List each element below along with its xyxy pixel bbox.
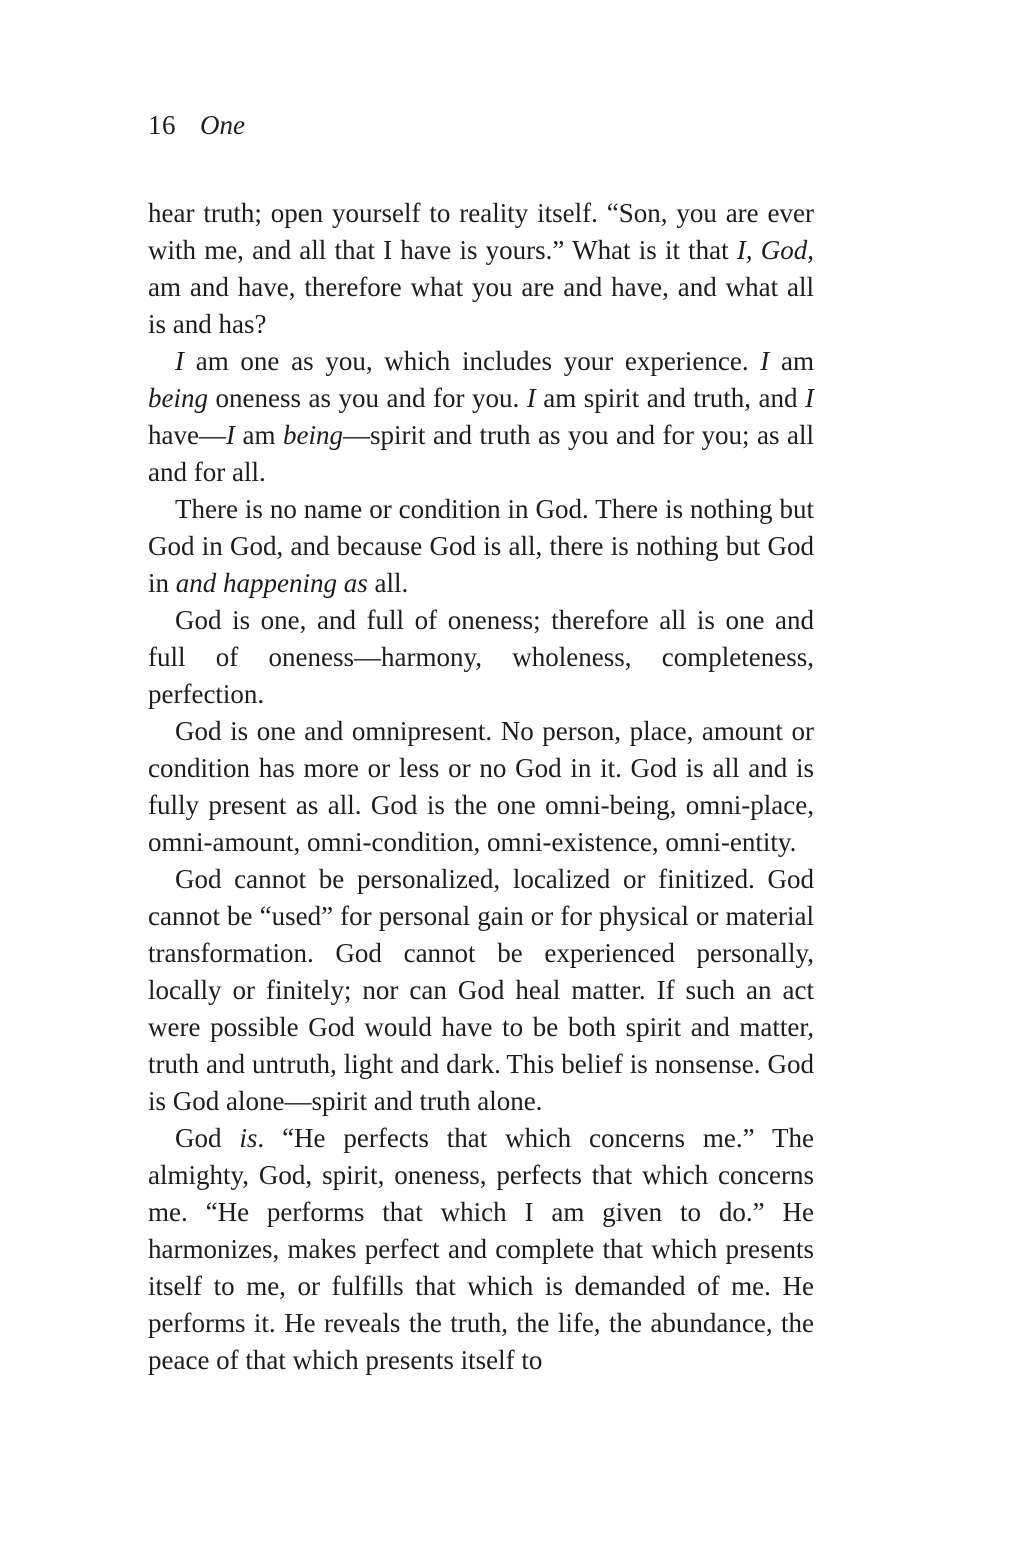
paragraph xyxy=(148,861,814,1120)
text-run: There is no name or condition in God. There is nothing but God in God, and because God is all, there is nothing but God in xyxy=(148,494,814,598)
italic-text-run: I, God, xyxy=(736,235,814,265)
text-run: all. xyxy=(367,568,409,598)
text-run: God xyxy=(175,1123,240,1153)
italic-text-run: and happening as xyxy=(175,568,368,598)
italic-text-run: I xyxy=(805,383,814,413)
italic-text-run: being xyxy=(148,383,208,413)
italic-text-run: I xyxy=(225,420,235,450)
text-run: am spirit and truth, and xyxy=(535,383,805,413)
text-run: have— xyxy=(148,420,226,450)
paragraph xyxy=(148,343,814,491)
text-run: God is one, and full of oneness; therefore all is one and full of oneness—harmony, wholeness, completeness, perfection. xyxy=(148,605,814,709)
paragraph xyxy=(148,713,814,861)
text-run: —spirit and truth as you and for you; as all and for all. xyxy=(148,420,814,487)
text-run: oneness as you and for you. xyxy=(208,383,527,413)
italic-text-run: I xyxy=(175,346,184,376)
text-run: am xyxy=(769,346,814,376)
italic-text-run: I xyxy=(760,346,770,376)
text-run: am and have, therefore what you are and have, and what all is and has? xyxy=(148,272,814,339)
paragraph xyxy=(148,195,814,343)
running-head xyxy=(148,110,814,140)
page-content xyxy=(148,110,814,1379)
text-run: am one as you, which includes your experience. xyxy=(184,346,761,376)
paragraph xyxy=(148,602,814,713)
text-run: am xyxy=(234,420,283,450)
paragraph xyxy=(148,1120,814,1379)
italic-text-run: is xyxy=(239,1123,258,1153)
body-text xyxy=(148,195,814,1379)
chapter-title: One xyxy=(200,110,245,140)
text-run: . “He perfects that which concerns me.” The almighty, God, spirit, oneness, perfects that which concerns me. “He performs that which I am given to do.” He harmonizes, makes perfect and complete that which presents itself to me, or fulfills that which is demanded of me. He performs it. He reveals the truth, the life, the abundance, the peace of that which presents itself to xyxy=(148,1123,814,1375)
text-run: hear truth; open yourself to reality itself. “Son, you are ever with me, and all that I have is yours.” What is it that xyxy=(148,198,814,265)
italic-text-run: being xyxy=(282,420,343,450)
paragraph xyxy=(148,491,814,602)
text-run: God is one and omnipresent. No person, place, amount or condition has more or less or no God in it. God is all and is fully present as all. God is the one omni-being, omni-place, omni-amount, omni-condition, omni-existence, omni-entity. xyxy=(148,716,814,857)
text-run: God cannot be personalized, localized or finitized. God cannot be “used” for personal gain or for physical or material transformation. God cannot be experienced personally, locally or finitely; nor can God heal matter. If such an act were possible God would have to be both spirit and matter, truth and untruth, light and dark. This belief is nonsense. God is God alone—spirit and truth alone. xyxy=(148,864,814,1116)
page-number: 16 xyxy=(148,110,176,140)
italic-text-run: I xyxy=(526,383,536,413)
